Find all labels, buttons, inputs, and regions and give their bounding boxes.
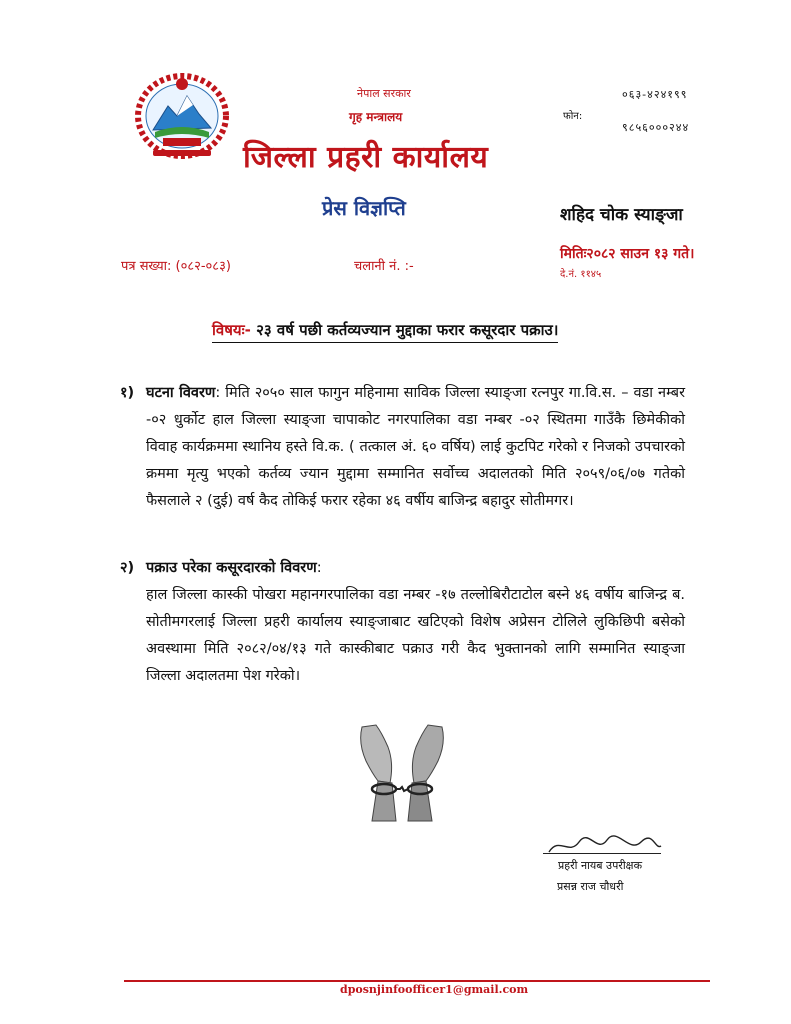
section-arrested-body (120, 582, 685, 690)
section-heading-suffix: : (316, 560, 322, 576)
handwritten-signature (545, 832, 663, 858)
registration-number: दे.नं. ११४५ (560, 269, 602, 280)
signatory-name: प्रसन्न राज चौधरी (557, 880, 624, 893)
nepal-emblem-logo (133, 72, 231, 162)
section-text: हाल जिल्ला कास्की पोखरा महानगरपालिका वडा नम्बर -१७ तल्लोबिरौटाटोल बस्ने ४६ वर्षीय बाजिन्द्र ब. सोतीमगरलाई जिल्ला प्रहरी कार्यालय स्याङ्जाबाट खटिएको विशेष अप्रेसन टोलिले लुकिछिपी बसेको अवस्थामा मिति २०८२/०४/१३ गते कास्कीबाट पक्राउ गरी कैद भुक्तानको लागि सम्मानित स्याङ्जा जिल्ला अदालतमा पेश गरेको। (146, 587, 685, 684)
signature-rule (543, 853, 661, 854)
section-number: २) (120, 560, 135, 576)
section-arrested-heading (120, 555, 685, 582)
issue-date: मितिः२०८२ साउन १३ गते। (560, 246, 695, 262)
signatory-title: प्रहरी नायब उपरीक्षक (558, 859, 643, 872)
section-heading: घटना विवरण (146, 385, 216, 401)
section-heading: पक्राउ परेका कसूरदारको विवरण (146, 560, 317, 576)
office-location: शहिद चोक स्याङ्जा (560, 205, 683, 225)
press-release-title: प्रेस विज्ञप्ति (322, 196, 406, 220)
section-number: १) (120, 385, 135, 401)
office-title: जिल्ला प्रहरी कार्यालय (243, 140, 489, 175)
phone-label: फोन: (563, 111, 583, 122)
section-text: : मिति २०५० साल फागुन महिनामा साविक जिल्ला स्याङ्जा रत्नपुर गा.वि.स. – वडा नम्बर -०२ धुर्कोट हाल जिल्ला स्याङ्जा चापाकोट नगरपालिका वडा नम्बर -०२ स्थितमा गाउँकै छिमेकीको विवाह कार्यक्रममा स्थानिय हस्ते वि.क. ( तत्काल अं. ६० वर्षिय) लाई कुटपिट गरेको र निजको उपचारको क्रममा मृत्यु भएको कर्तव्य ज्यान मुद्दामा सम्मानित सर्वोच्च अदालतको मिति २०५९/०६/०७ गतेको फैसलाले २ (दुई) वर्ष कैद तोकिई फरार रहेका ४६ वर्षीय बाजिन्द्र बहादुर सोतीमगर। (146, 385, 686, 509)
section-incident (120, 380, 685, 515)
phone-number-2: ९८५६०००२४४ (622, 121, 690, 134)
government-label: नेपाल सरकार (357, 87, 411, 100)
subject-label: विषयः- (212, 321, 251, 339)
subject-line (212, 320, 558, 343)
dispatch-number: चलानी नं. :- (354, 259, 414, 274)
handcuffed-hands-illustration (356, 723, 448, 823)
ministry-label: गृह मन्त्रालय (349, 110, 403, 124)
phone-number-1: ०६३-४२४१९९ (622, 88, 688, 101)
subject-text: २३ वर्ष पछी कर्तव्यज्यान मुद्दाका फरार कसूरदार पक्राउ। (256, 321, 559, 339)
footer-divider (124, 980, 710, 982)
letter-number: पत्र सख्या: (०८२-०८३) (121, 259, 231, 274)
footer-email[interactable]: dposnjinfoofficer1@gmail.com (340, 983, 529, 996)
